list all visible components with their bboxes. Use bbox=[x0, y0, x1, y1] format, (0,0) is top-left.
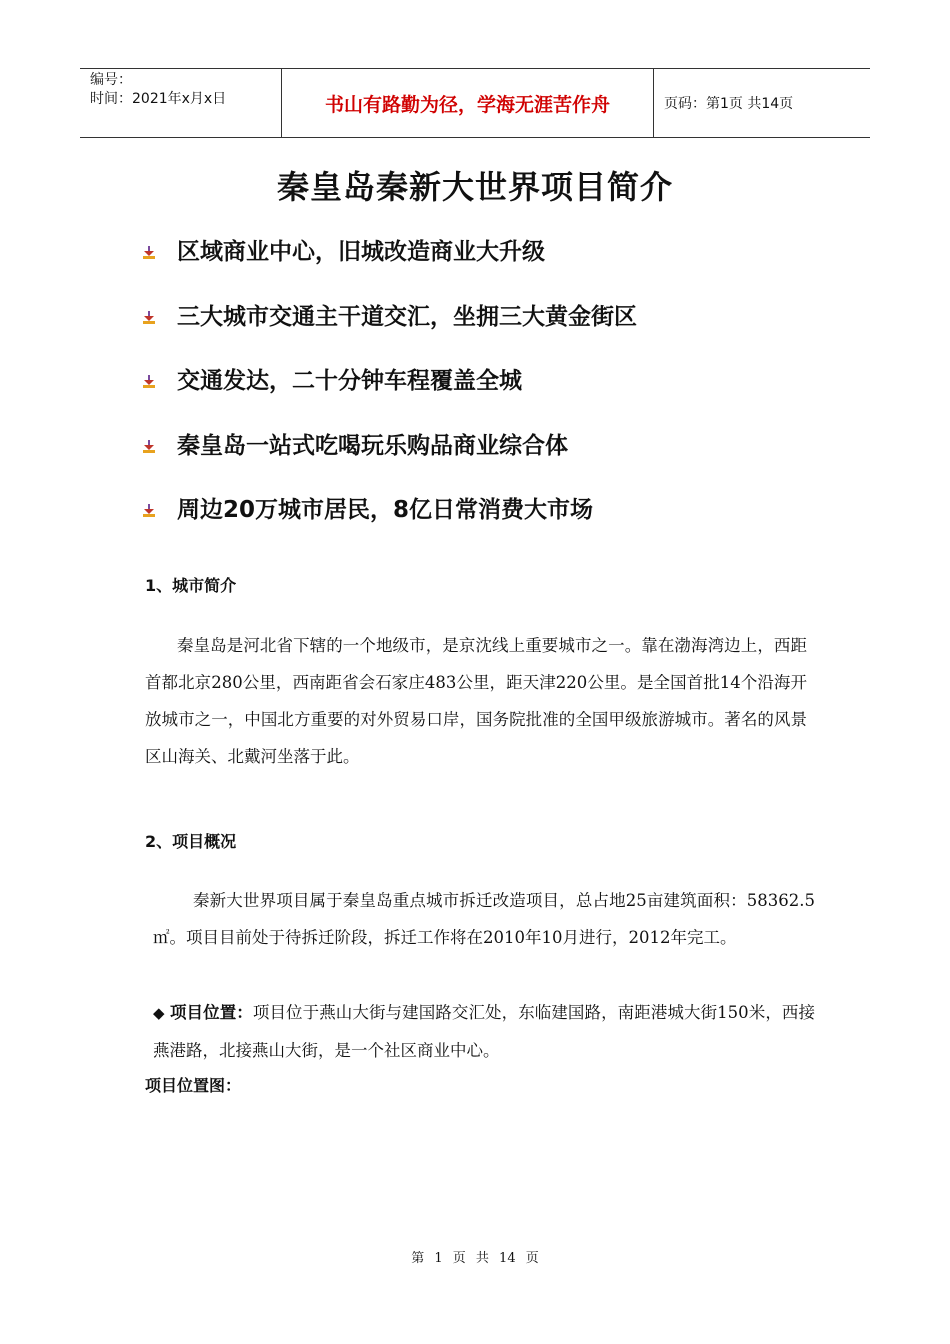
project-location-paragraph bbox=[153, 994, 815, 1069]
project-overview-paragraph: 秦新大世界项目属于秦皇岛重点城市拆迁改造项目，总占地25亩建筑面积：58362.5㎡。项目目前处于待拆迁阶段，拆迁工作将在2010年10月进行，2012年完工。 bbox=[153, 891, 815, 947]
highlight-item bbox=[143, 301, 637, 366]
highlight-text: 三大城市交通主干道交汇，坐拥三大黄金街区 bbox=[177, 303, 637, 330]
serial-number-label: 编号： bbox=[90, 72, 132, 88]
page-footer: 第 1 页 共 14 页 bbox=[411, 1251, 539, 1266]
bullet-arrow-icon bbox=[143, 440, 155, 453]
bullet-arrow-icon bbox=[143, 504, 155, 517]
highlight-item bbox=[143, 365, 637, 430]
diamond-bullet-icon: ◆ bbox=[153, 1004, 165, 1022]
location-map-label: 项目位置图： bbox=[145, 1076, 242, 1095]
document-title: 秦皇岛秦新大世界项目简介 bbox=[276, 168, 673, 206]
header-motto: 书山有路勤为径，学海无涯苦作舟 bbox=[281, 69, 654, 137]
location-text: 项目位于燕山大街与建国路交汇处，东临建国路，南距港城大街150米，西接燕港路，北接燕山大街，是一个社区商业中心。 bbox=[153, 1003, 815, 1060]
bullet-arrow-icon bbox=[143, 375, 155, 388]
header-page-info: 页码：第1页 共14页 bbox=[664, 96, 794, 112]
highlight-text: 秦皇岛一站式吃喝玩乐购品商业综合体 bbox=[177, 432, 568, 459]
header-meta bbox=[80, 69, 281, 137]
location-label: 项目位置： bbox=[169, 1003, 253, 1022]
highlight-text: 周边20万城市居民，8亿日常消费大市场 bbox=[177, 497, 594, 523]
section-heading-city: 1、城市简介 bbox=[145, 576, 237, 595]
highlight-item bbox=[143, 236, 637, 301]
city-intro-paragraph: 秦皇岛是河北省下辖的一个地级市，是京沈线上重要城市之一。靠在渤海湾边上，西距首都北京280公里，西南距省会石家庄483公里，距天津220公里。是全国首批14个沿海开放城市之一，中国北方重要的对外贸易口岸，国务院批准的全国甲级旅游城市。著名的风景区山海关、北戴河坐落于此。 bbox=[145, 636, 807, 766]
highlight-item bbox=[143, 494, 637, 559]
bullet-arrow-icon bbox=[143, 246, 155, 259]
date-label: 时间：2021年x月x日 bbox=[90, 91, 227, 107]
page-header bbox=[80, 68, 870, 138]
highlight-text: 区域商业中心，旧城改造商业大升级 bbox=[177, 239, 545, 265]
highlight-item bbox=[143, 430, 637, 495]
section-heading-project: 2、项目概况 bbox=[145, 832, 237, 851]
highlight-list bbox=[143, 236, 637, 559]
highlight-text: 交通发达，二十分钟车程覆盖全城 bbox=[177, 368, 522, 394]
bullet-arrow-icon bbox=[143, 311, 155, 324]
